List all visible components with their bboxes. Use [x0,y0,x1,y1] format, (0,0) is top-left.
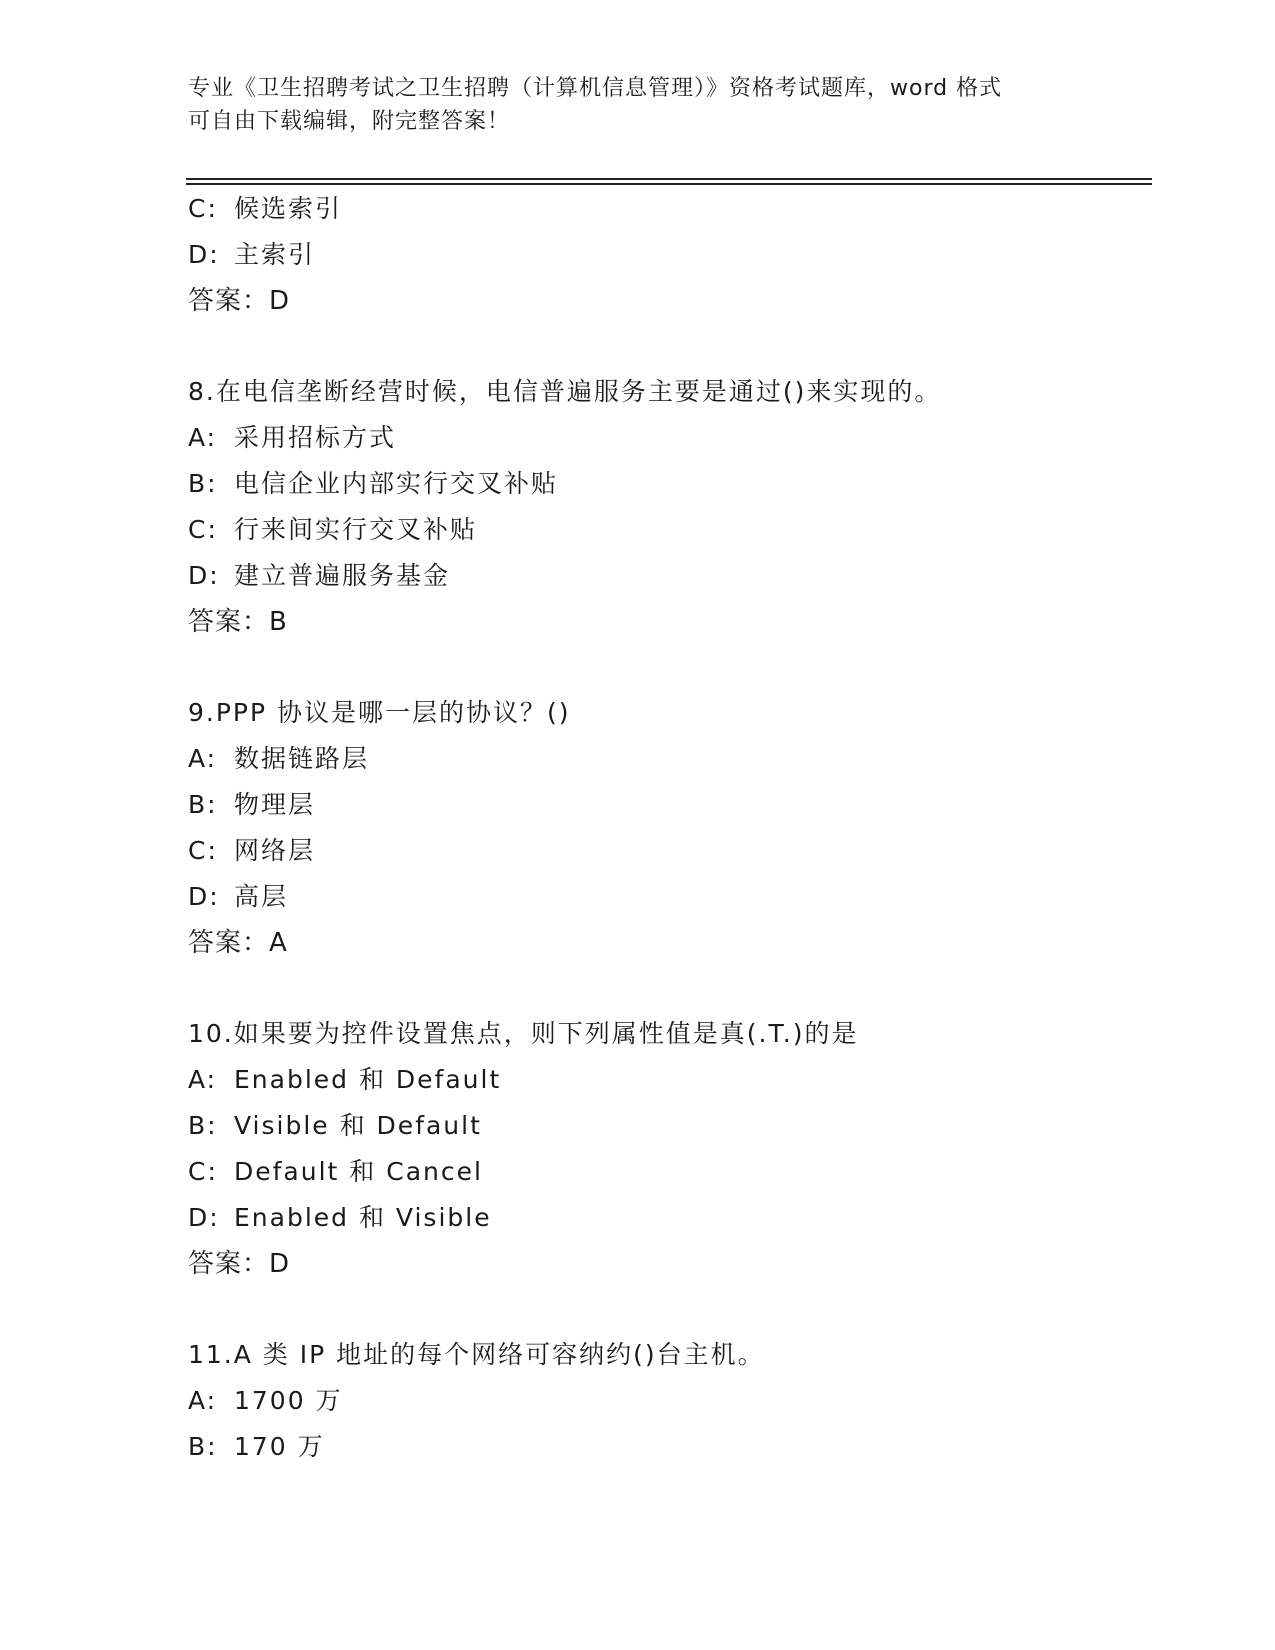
option-label: D: [188,561,220,590]
spacer [188,324,1148,369]
header-line-1: 专业《卫生招聘考试之卫生招聘（计算机信息管理）》资格考试题库，word 格式 [188,76,1003,101]
page-header [188,72,1088,138]
option-b [188,782,1148,828]
answer-line: 答案：D [188,286,291,316]
option-text: 1700 万 [234,1386,343,1415]
option-label: C: [188,515,218,544]
question-stem: 11.A 类 IP 地址的每个网络可容纳约()台主机。 [188,1340,765,1369]
option-label: C: [188,194,218,223]
header-rule-top [186,178,1152,180]
spacer [188,645,1148,690]
answer-line: 答案：B [188,607,288,637]
option-label: A: [188,1386,218,1415]
option-label: B: [188,1432,218,1461]
option-label: D: [188,1203,220,1232]
option-c [188,507,1148,553]
option-text: 电信企业内部实行交叉补贴 [234,469,559,498]
option-label: C: [188,836,218,865]
question-stem: 8.在电信垄断经营时候，电信普遍服务主要是通过()来实现的。 [188,377,942,406]
option-text: 主索引 [234,240,316,269]
header-rule-bottom [186,183,1152,185]
option-label: C: [188,1157,218,1186]
option-text: 数据链路层 [234,744,370,773]
option-label: B: [188,1111,218,1140]
option-text: 170 万 [234,1432,325,1461]
option-a [188,1378,1148,1424]
option-text: 物理层 [234,790,316,819]
option-a [188,415,1148,461]
option-c [188,828,1148,874]
spacer [188,1287,1148,1332]
option-d [188,232,1148,278]
option-label: B: [188,790,218,819]
option-text: Visible 和 Default [234,1111,482,1140]
answer-line: 答案：D [188,1249,291,1279]
option-b [188,461,1148,507]
option-a [188,1057,1148,1103]
option-d [188,553,1148,599]
option-label: A: [188,1065,218,1094]
option-text: 采用招标方式 [234,423,397,452]
option-a [188,736,1148,782]
option-label: A: [188,744,218,773]
option-text: 建立普遍服务基金 [234,561,451,590]
answer-line: 答案：A [188,928,288,958]
option-text: 候选索引 [234,194,343,223]
option-text: 行来间实行交叉补贴 [234,515,478,544]
question-stem: 9.PPP 协议是哪一层的协议？() [188,698,571,727]
question-stem: 10.如果要为控件设置焦点，则下列属性值是真(.T.)的是 [188,1019,859,1048]
option-text: Enabled 和 Visible [234,1203,492,1232]
header-line-2: 可自由下载编辑，附完整答案！ [188,109,511,134]
option-text: Enabled 和 Default [234,1065,502,1094]
spacer [188,966,1148,1011]
option-b [188,1424,1148,1470]
option-c [188,186,1148,232]
option-text: Default 和 Cancel [234,1157,483,1186]
option-label: D: [188,882,220,911]
option-label: D: [188,240,220,269]
option-label: B: [188,469,218,498]
option-d [188,874,1148,920]
option-text: 网络层 [234,836,316,865]
option-label: A: [188,423,218,452]
question-list [188,186,1148,1470]
option-d [188,1195,1148,1241]
option-text: 高层 [234,882,289,911]
option-b [188,1103,1148,1149]
option-c [188,1149,1148,1195]
